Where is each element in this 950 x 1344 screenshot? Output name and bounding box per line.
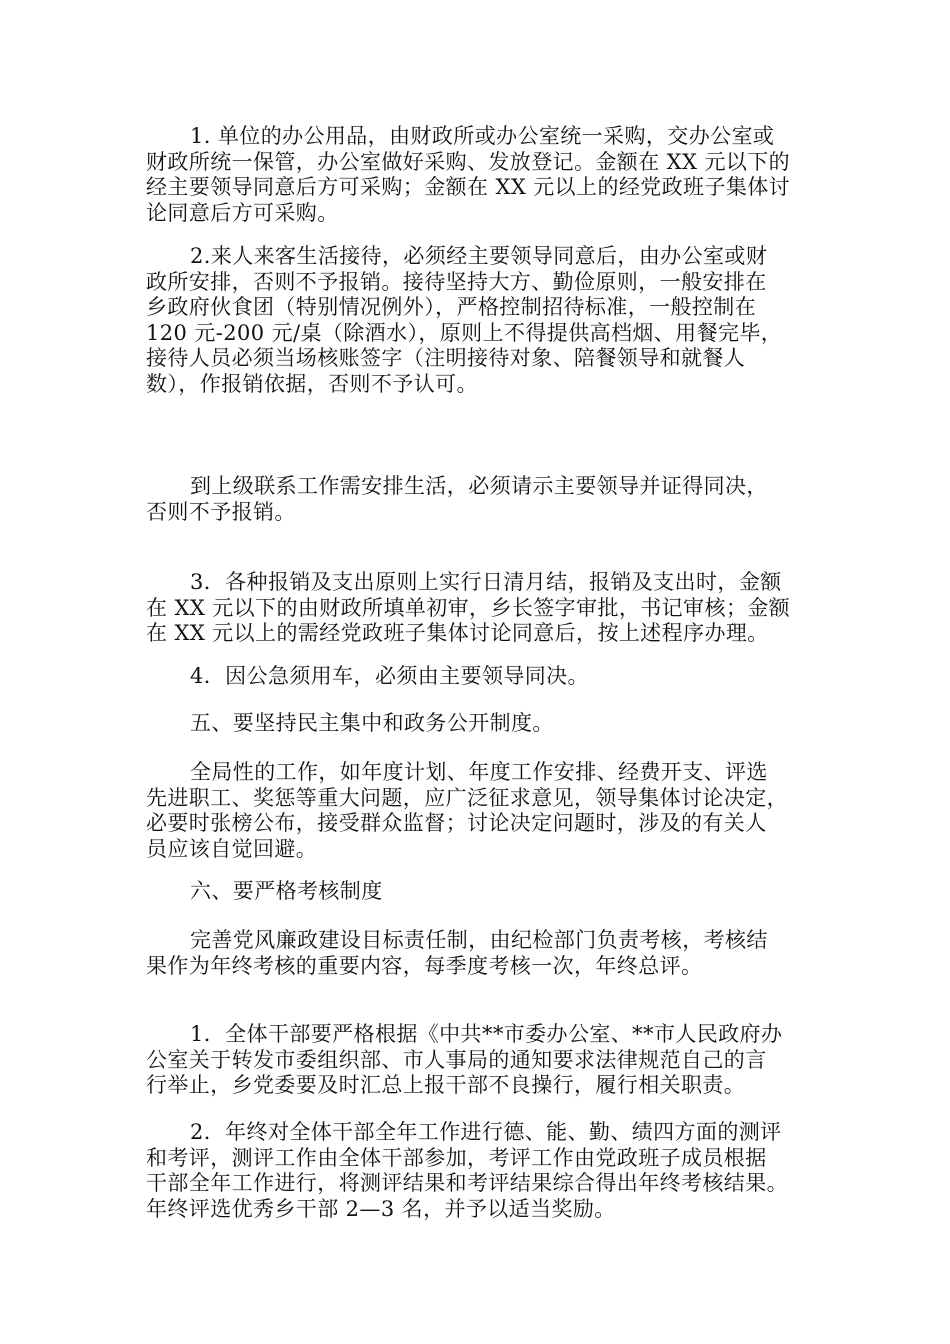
text-line: 行举止，乡党委要及时汇总上报干部不良操行，履行相关职责。 <box>146 1073 746 1097</box>
text-line: 论同意后方可采购。 <box>146 200 339 225</box>
text-line: 年终评选优秀乡干部 2—3 名，并予以适当奖励。 <box>146 1196 616 1221</box>
paragraph-responsibility-system <box>146 928 816 979</box>
paragraph-reimbursement <box>146 570 816 647</box>
text-line: 财政所统一保管，办公室做好采购、发放登记。金额在 XX 元以下的 <box>146 149 791 174</box>
text-line: 1．全体干部要严格根据《中共**市委办公室、**市人民政府办 <box>190 1022 783 1046</box>
paragraph-overall-work <box>146 760 816 862</box>
text-line: 在 XX 元以下的由财政所填单初审，乡长签字审批，书记审核；金额 <box>146 595 791 620</box>
paragraph-vehicle-use <box>146 664 816 690</box>
text-line: 2.来人来客生活接待，必须经主要领导同意后，由办公室或财 <box>190 244 768 268</box>
paragraph-office-supplies <box>146 124 816 226</box>
text-line: 4．因公急须用车，必须由主要领导同决。 <box>190 664 589 688</box>
section-heading-assessment <box>146 879 816 905</box>
text-line: 在 XX 元以上的需经党政班子集体讨论同意后，按上述程序办理。 <box>146 621 769 645</box>
text-line: 五、要坚持民主集中和政务公开制度。 <box>190 711 554 735</box>
text-line: 和考评，测评工作由全体干部参加，考评工作由党政班子成员根据 <box>146 1145 767 1170</box>
text-line: 政所安排，否则不予报销。接待坚持大方、勤俭原则，一般安排在 <box>146 269 767 294</box>
paragraph-cadre-conduct <box>146 1022 816 1099</box>
text-line: 数），作报销依据，否则不予认可。 <box>146 371 478 396</box>
text-line: 到上级联系工作需安排生活，必须请示主要领导并证得同决， <box>190 474 768 498</box>
text-line: 乡政府伙食团（特别情况例外），严格控制招待标准，一般控制在 <box>146 295 757 319</box>
paragraph-annual-evaluation <box>146 1120 816 1222</box>
text-line: 否则不予报销。 <box>146 499 296 524</box>
text-line: 公室关于转发市委组织部、市人事局的通知要求法律规范自己的言 <box>146 1047 767 1072</box>
text-line: 1. 单位的办公用品，由财政所或办公室统一采购，交办公室或 <box>190 124 775 148</box>
section-heading-democratic-centralism <box>146 711 816 737</box>
text-line: 先进职工、奖惩等重大问题，应广泛征求意见，领导集体讨论决定， <box>146 785 788 810</box>
text-line: 全局性的工作，如年度计划、年度工作安排、经费开支、评选 <box>190 760 768 784</box>
text-line: 2．年终对全体干部全年工作进行德、能、勤、绩四方面的测评 <box>190 1120 782 1144</box>
text-line: 接待人员必须当场核账签字（注明接待对象、陪餐领导和就餐人 <box>146 346 746 370</box>
text-line: 120 元-200 元/桌（除酒水），原则上不得提供高档烟、用餐完毕， <box>146 320 783 345</box>
text-line: 必要时张榜公布，接受群众监督；讨论决定问题时，涉及的有关人 <box>146 811 767 835</box>
text-line: 3．各种报销及支出原则上实行日清月结，报销及支出时，金额 <box>190 570 782 594</box>
text-line: 干部全年工作进行，将测评结果和考评结果综合得出年终考核结果。 <box>146 1171 788 1195</box>
text-line: 六、要严格考核制度 <box>190 879 383 903</box>
text-line: 员应该自觉回避。 <box>146 836 318 861</box>
paragraph-superior-liaison <box>146 474 816 525</box>
paragraph-guest-reception <box>146 244 816 397</box>
text-line: 完善党风廉政建设目标责任制，由纪检部门负责考核，考核结 <box>190 928 768 952</box>
text-line: 经主要领导同意后方可采购；金额在 XX 元以上的经党政班子集体讨 <box>146 175 791 199</box>
text-line: 果作为年终考核的重要内容，每季度考核一次，年终总评。 <box>146 953 703 978</box>
